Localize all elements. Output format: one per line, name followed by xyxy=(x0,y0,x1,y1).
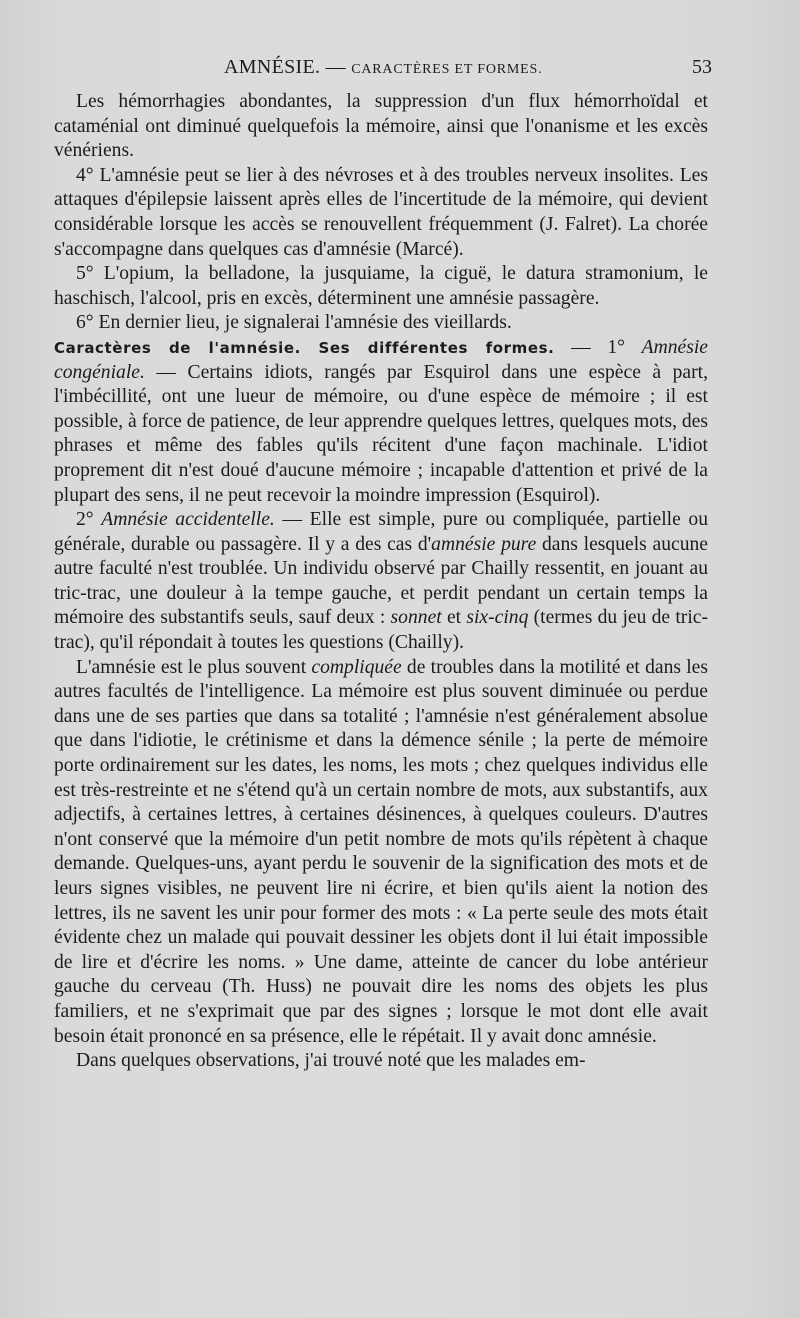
term-sonnet: sonnet xyxy=(390,607,442,629)
header-dash: — xyxy=(325,56,346,78)
paragraph-vieillards: 6° En dernier lieu, je signalerai l'amnésie des vieillards. xyxy=(76,312,512,334)
term-amnesie-accidentelle: Amnésie accidentelle. xyxy=(101,509,275,531)
term-compliquee: compliquée xyxy=(311,656,402,678)
text-congeniale: — Certains idiots, rangés par Esquirol dans une espèce à part, l'imbécillité, ont une lueur de mémoire, ou d'une espèce de mémoire ; il est possible, à force de patience, de leur apprendre quelques lettres, quelques mots, des phrases et même des fables qu'ils récitent d'une façon machinale. L'idiot proprement dit n'est doué d'aucune mémoire ; incapable d'attention et privé de la plupart des sens, il ne peut recevoir la moindre impression (Esquirol). xyxy=(54,361,708,506)
section-heading: Caractères de l'amnésie. Ses différentes formes. xyxy=(54,338,555,357)
paragraph-hemorrhagies: Les hémorrhagies abondantes, la suppression d'un flux hémorrhoïdal et cataménial ont diminué quelquefois la mémoire, ainsi que l'onanisme et les excès vénériens. xyxy=(54,91,708,162)
page-number: 53 xyxy=(692,56,712,78)
header-title-sub: CARACTÈRES ET FORMES. xyxy=(351,62,543,77)
header-title-main: AMNÉSIE. xyxy=(224,56,321,78)
paragraph-opium: 5° L'opium, la belladone, la jusquiame, la ciguë, le datura stramonium, le haschisch, l'alcool, pris en excès, déterminent une amnésie passagère. xyxy=(54,263,708,309)
number-2: 2° xyxy=(76,509,102,531)
text-accidentelle-b: dans lesquels aucune autre faculté n'est troublée. Un individu observé par Chailly ressentit, en jouant au tric-trac, une douleur à la tempe gauche, et perdit pendant un certain temps la mémoire des substantifs seuls, sauf deux : xyxy=(54,533,708,629)
paragraph-observations: Dans quelques observations, j'ai trouvé noté que les malades em- xyxy=(76,1050,586,1072)
text-compliquee-b: de troubles dans la motilité et dans les autres facultés de l'intelligence. La mémoire est plus souvent diminuée ou perdue dans une de ses parties que dans sa totalité ; l'amnésie n'est généralement absolue que dans l'idiotie, le crétinisme et dans la démence sénile ; la perte de mémoire porte ordinairement sur les dates, les noms, les mots ; chez quelques individus elle est très-restreinte et ne s'étend qu'à un certain nombre de mots, aux substantifs, aux adjectifs, à certaines lettres, à certaines désinences, à quelques couleurs. D'autres n'ont conservé que la mémoire d'un petit nombre de mots qu'ils répètent à chaque demande. Quelques-uns, ayant perdu le souvenir de la signification des mots et de leurs signes visibles, ne peuvent lire ni écrire, et bien qu'ils aient la notion des lettres, ils ne savent les unir pour former des mots : « La perte seule des mots était évidente chez un malade qui pouvait dessiner les objets dont il lui était impossible de lire et d'écrire les noms. » Une dame, atteinte de cancer du lobe antérieur gauche du cerveau (Th. Huss) ne pouvait dire les noms des objets les plus familiers, et ne s'exprimait que par des signes ; lorsque le mot dont elle avait besoin était prononcé en sa présence, elle le répétait. Il y avait donc amnésie. xyxy=(54,656,708,1047)
running-header xyxy=(54,56,712,86)
text-accidentelle-d: (termes du jeu de tric-trac), qu'il répondait à toutes les questions (Chailly). xyxy=(54,607,709,654)
heading-dash: — 1° xyxy=(554,336,642,358)
term-amnesie-congeniale: Amnésie congéniale. xyxy=(54,336,708,383)
term-amnesie-pure: amnésie pure xyxy=(431,533,537,555)
paragraph-caracteres xyxy=(54,336,708,508)
paragraph-compliquee xyxy=(54,656,708,1050)
paragraph-nevroses: 4° L'amnésie peut se lier à des névroses et à des troubles nerveux insolites. Les attaques d'épilepsie laissent après elles de l'incertitude de la mémoire, qui devient considérable lorsque les accès se renouvellent fréquemment (J. Falret). La chorée s'accompagne dans quelques cas d'amnésie (Marcé). xyxy=(54,164,708,260)
paragraph-accidentelle xyxy=(54,508,708,656)
text-et: et xyxy=(441,607,467,629)
text-compliquee-a: L'amnésie est le plus souvent xyxy=(76,656,312,678)
text-accidentelle-a: — Elle est simple, pure ou compliquée, partielle ou générale, durable ou passagère. Il y a des cas d' xyxy=(54,509,709,555)
body-text xyxy=(54,90,708,1074)
header-title xyxy=(224,56,542,79)
term-six-cinq: six-cinq xyxy=(466,607,529,629)
